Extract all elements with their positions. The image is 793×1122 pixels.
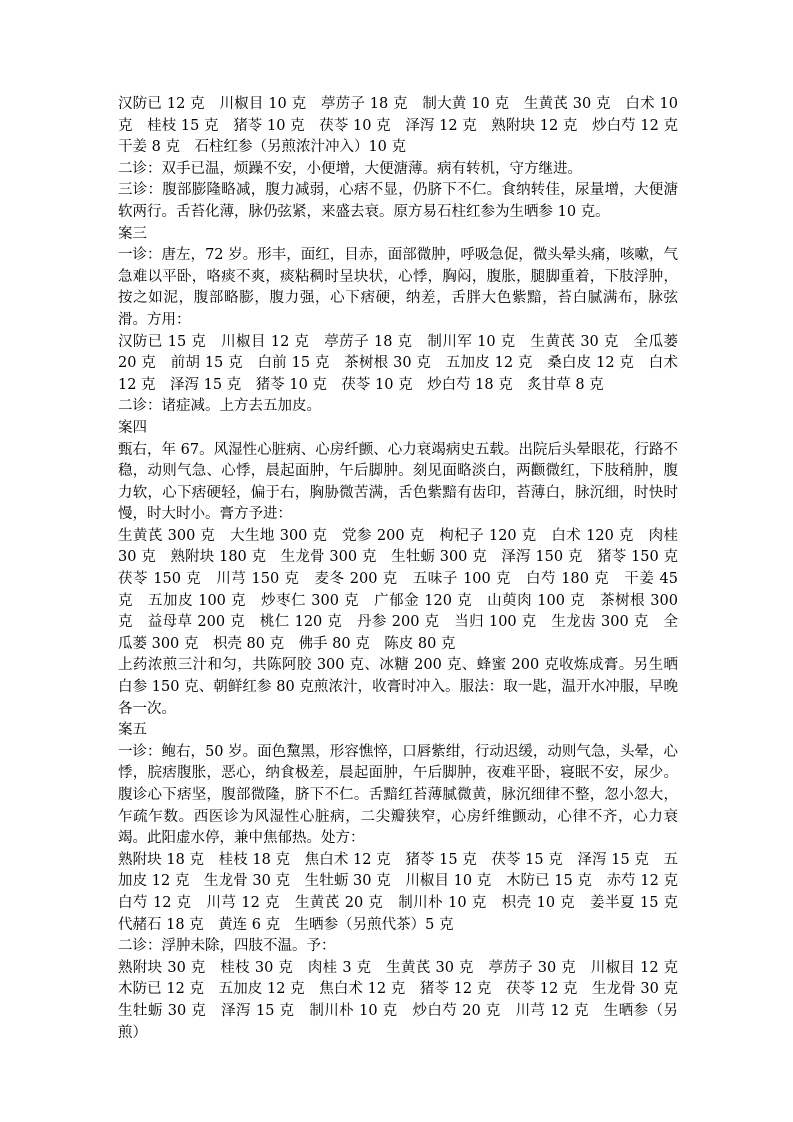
case-five-formula: 熟附块 18 克 桂枝 18 克 焦白术 12 克 猪苓 15 克 茯苓 15 克 泽泻 15 克 五加皮 12 克 生龙骨 30 克 生牡蛎 30 克 川椒目 10 克 木防已 15 克 赤芍 12 克 白芍 12 克 川芎 12 克 生黄芪 20 克 制川朴 10 克 枳壳 10 克 姜半夏 15 克 代赭石 18 克 黄连 6 克 生晒参（另煎代茶）5 克 <box>118 851 693 933</box>
third-visit-paragraph: 三诊：腹部膨隆略减，腹力减弱，心痞不显，仍脐下不仁。食纳转佳，尿量增，大便溏软两行。舌苔化薄，脉仍弦紧，来盛去衰。原方易石柱红参为生晒参 10 克。 <box>118 182 678 220</box>
case-five-first-visit: 一诊：鲍右，50 岁。面色黧黑，形容憔悴，口唇紫绀，行动迟缓，动则气急，头晕，心悸，脘痞腹胀，恶心，纳食极差，晨起面肿，午后脚肿，夜难平卧，寝眠不安，尿少。腹诊心下痞坚，腹部微隆，脐下不仁。舌黯红苔薄腻微黄，脉沉细律不整，忽小忽大，乍疏乍数。西医诊为风湿性心脏病，二尖瓣狭窄，心房纤维颤动，心律不齐，心力衰竭。此阳虚水停，兼中焦郁热。处方： <box>118 743 678 847</box>
case-three-first-visit: 一诊：唐左，72 岁。形丰，面红，目赤，面部微肿，呼吸急促，微头晕头痛，咳嗽，气急难以平卧，咯痰不爽，痰粘稠时呈块状，心悸，胸闷，腹胀，腿脚重着，下肢浮肿，按之如泥，腹部略膨，腹力强，心下痞硬，纳差，舌胖大色紫黯，苔白腻满布，脉弦滑。方用： <box>118 247 678 328</box>
document-page <box>118 94 693 1044</box>
case-four-formula: 生黄芪 300 克 大生地 300 克 党参 200 克 枸杞子 120 克 白术 120 克 肉桂 30 克 熟附块 180 克 生龙骨 300 克 生牡蛎 300 克 泽泻 150 克 猪苓 150 克 茯苓 150 克 川芎 150 克 麦冬 200 克 五味子 100 克 白芍 180 克 干姜 45 克 五加皮 100 克 炒枣仁 300 克 广郁金 120 克 山萸肉 100 克 茶树根 300 克 益母草 200 克 桃仁 120 克 丹参 200 克 当归 100 克 生龙齿 300 克 全瓜蒌 300 克 枳壳 80 克 佛手 80 克 陈皮 80 克 <box>118 527 693 652</box>
case-four-heading: 案四 <box>118 419 147 436</box>
case-three-heading: 案三 <box>118 225 147 242</box>
formula-paragraph: 汉防已 12 克 川椒目 10 克 葶苈子 18 克 制大黄 10 克 生黄芪 30 克 白术 10 克 桂枝 15 克 猪苓 10 克 茯苓 10 克 泽泻 12 克 熟附块 12 克 炒白芍 12 克 干姜 8 克 石柱红参（另煎浓汁冲入）10 克 <box>118 96 693 156</box>
case-three-second-visit: 二诊：诸症减。上方去五加皮。 <box>118 398 321 415</box>
case-three-formula: 汉防已 15 克 川椒目 12 克 葶苈子 18 克 制川军 10 克 生黄芪 30 克 全瓜蒌 20 克 前胡 15 克 白前 15 克 茶树根 30 克 五加皮 12 克 桑白皮 12 克 白术 12 克 泽泻 15 克 猪苓 10 克 茯苓 10 克 炒白芍 18 克 炙甘草 8 克 <box>118 333 678 393</box>
case-five-heading: 案五 <box>118 722 147 739</box>
second-visit-paragraph: 二诊：双手已温，烦躁不安，小便增，大便溏薄。病有转机，守方继进。 <box>118 160 582 177</box>
case-four-description: 甄右，年 67。风湿性心脏病、心房纤颤、心力衰竭病史五载。出院后头晕眼花，行路不稳，动则气急、心悸，晨起面肿，午后脚肿。刻见面略淡白，两颧微红，下肢稍肿，腹力软，心下痞硬轻，偏于右，胸胁微苦满，舌色紫黯有齿印，苔薄白，脉沉细，时快时慢，时大时小。膏方予进： <box>118 441 678 523</box>
case-four-preparation: 上药浓煎三汁和匀，共陈阿胶 300 克、冰糖 200 克、蜂蜜 200 克收炼成膏。另生晒白参 150 克、朝鲜红参 80 克煎浓汁，收膏时冲入。服法：取一匙，温开水冲服，早晚各一次。 <box>118 657 678 717</box>
case-five-second-formula: 熟附块 30 克 桂枝 30 克 肉桂 3 克 生黄芪 30 克 葶苈子 30 克 川椒目 12 克 木防已 12 克 五加皮 12 克 焦白术 12 克 猪苓 12 克 茯苓 12 克 生龙骨 30 克 生牡蛎 30 克 泽泻 15 克 制川朴 10 克 炒白芍 20 克 川芎 12 克 生晒参（另煎） <box>118 959 693 1041</box>
case-five-second-visit: 二诊：浮肿未除，四肢不温。予： <box>118 938 336 955</box>
